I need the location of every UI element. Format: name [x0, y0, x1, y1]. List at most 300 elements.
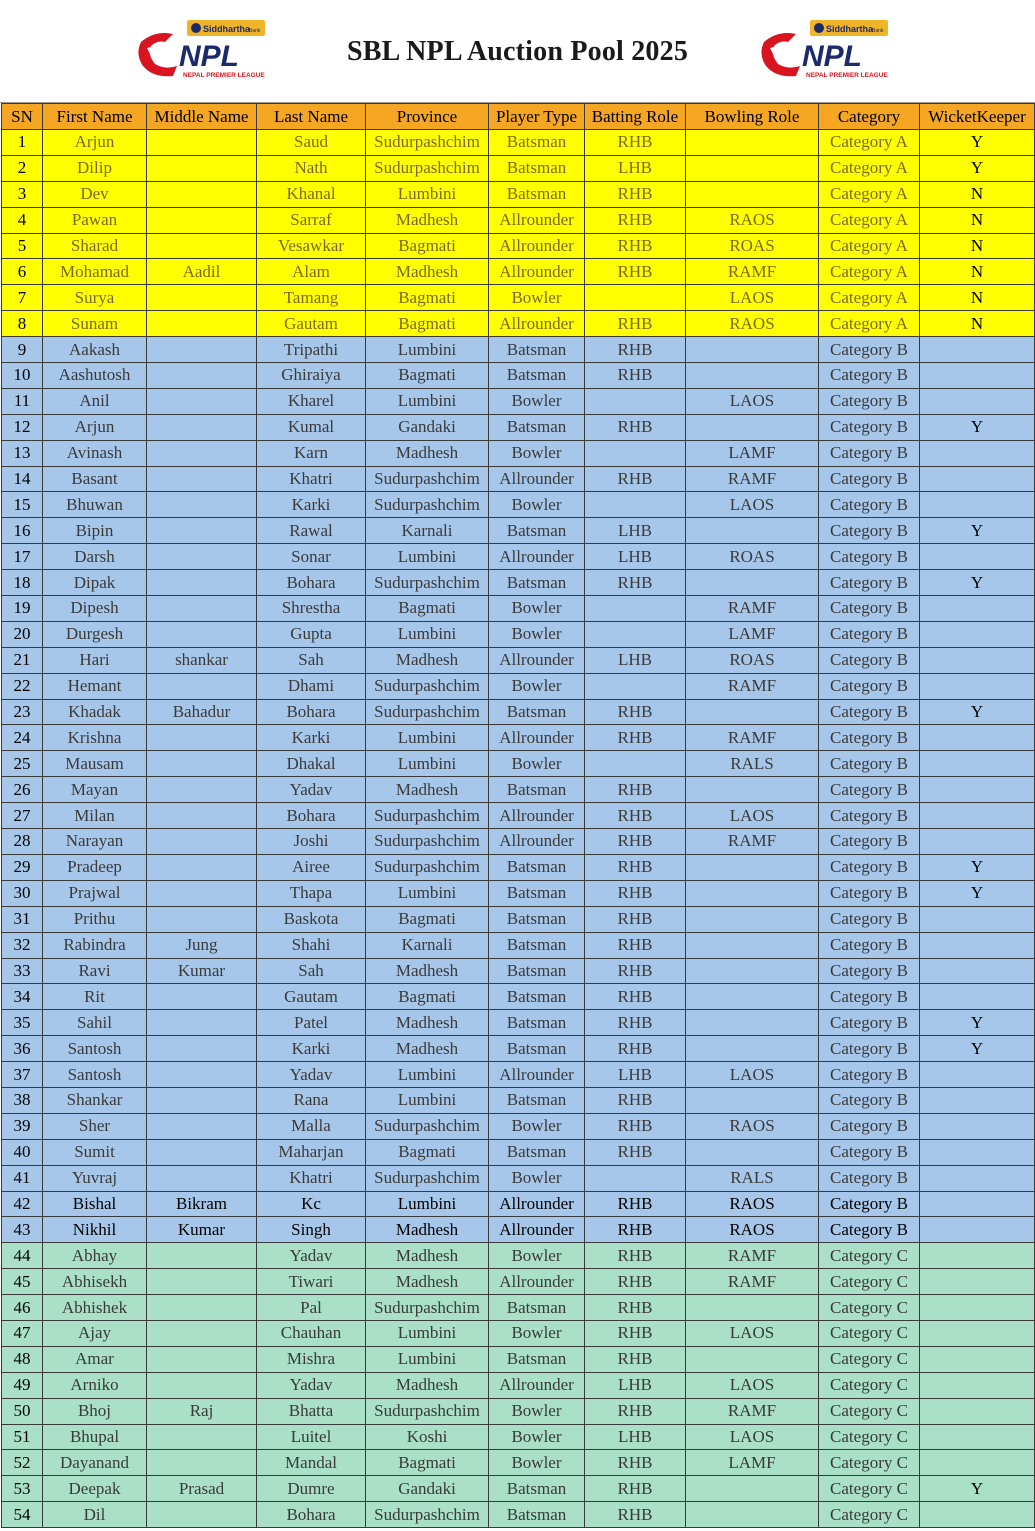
cell-player-type: Allrounder — [489, 647, 585, 673]
cell-middle-name — [147, 544, 257, 570]
cell-player-type: Bowler — [489, 440, 585, 466]
table-row — [2, 1243, 1035, 1269]
cell-last-name: Malla — [257, 1113, 366, 1139]
cell-bowling-role: ROAS — [686, 233, 819, 259]
cell-last-name: Sarraf — [257, 207, 366, 233]
cell-sn: 34 — [2, 984, 43, 1010]
cell-sn: 49 — [2, 1372, 43, 1398]
cell-first-name: Narayan — [43, 829, 147, 855]
cell-player-type: Allrounder — [489, 233, 585, 259]
cell-player-type: Bowler — [489, 492, 585, 518]
cell-last-name: Dumre — [257, 1476, 366, 1502]
cell-first-name: Abhishek — [43, 1295, 147, 1321]
cell-wicketkeeper — [920, 1191, 1035, 1217]
table-row — [2, 1372, 1035, 1398]
cell-sn: 13 — [2, 440, 43, 466]
cell-wicketkeeper — [920, 1320, 1035, 1346]
table-row — [2, 388, 1035, 414]
cell-province: Madhesh — [366, 1010, 489, 1036]
cell-first-name: Anil — [43, 388, 147, 414]
cell-last-name: Patel — [257, 1010, 366, 1036]
cell-sn: 7 — [2, 285, 43, 311]
cell-middle-name — [147, 1139, 257, 1165]
column-header-last-name: Last Name — [257, 104, 366, 130]
table-row — [2, 1269, 1035, 1295]
cell-middle-name — [147, 207, 257, 233]
cell-bowling-role: RAMF — [686, 1398, 819, 1424]
cell-bowling-role — [686, 932, 819, 958]
cell-player-type: Batsman — [489, 699, 585, 725]
cell-bowling-role: RAOS — [686, 311, 819, 337]
sponsor-name: Siddhartha — [203, 24, 251, 34]
table-row — [2, 570, 1035, 596]
cell-last-name: Bhatta — [257, 1398, 366, 1424]
cell-province: Sudurpashchim — [366, 466, 489, 492]
cell-category: Category B — [819, 932, 920, 958]
cell-category: Category B — [819, 388, 920, 414]
cell-province: Sudurpashchim — [366, 829, 489, 855]
cell-bowling-role — [686, 1010, 819, 1036]
brand-text: NPL — [179, 40, 239, 73]
cell-batting-role: RHB — [585, 1243, 686, 1269]
npl-logo-right — [758, 20, 890, 80]
cell-middle-name — [147, 906, 257, 932]
cell-middle-name: Kumar — [147, 1217, 257, 1243]
cell-province: Karnali — [366, 518, 489, 544]
cell-middle-name: shankar — [147, 647, 257, 673]
cell-wicketkeeper — [920, 544, 1035, 570]
column-header-category: Category — [819, 104, 920, 130]
cell-middle-name — [147, 181, 257, 207]
cell-middle-name — [147, 492, 257, 518]
table-row — [2, 1450, 1035, 1476]
cell-wicketkeeper — [920, 1502, 1035, 1528]
cell-player-type: Allrounder — [489, 466, 585, 492]
cell-wicketkeeper: Y — [920, 854, 1035, 880]
cell-player-type: Allrounder — [489, 1269, 585, 1295]
cell-first-name: Abhisekh — [43, 1269, 147, 1295]
cell-bowling-role: RAMF — [686, 725, 819, 751]
cell-middle-name — [147, 1372, 257, 1398]
cell-wicketkeeper: N — [920, 207, 1035, 233]
table-row — [2, 207, 1035, 233]
cell-sn: 50 — [2, 1398, 43, 1424]
cell-last-name: Rana — [257, 1087, 366, 1113]
cell-batting-role — [585, 1165, 686, 1191]
cell-last-name: Bohara — [257, 699, 366, 725]
cell-player-type: Bowler — [489, 1424, 585, 1450]
cell-batting-role: RHB — [585, 984, 686, 1010]
table-row — [2, 155, 1035, 181]
cell-last-name: Shahi — [257, 932, 366, 958]
cell-player-type: Batsman — [489, 906, 585, 932]
cell-first-name: Hemant — [43, 673, 147, 699]
cell-wicketkeeper — [920, 337, 1035, 363]
cell-player-type: Batsman — [489, 1087, 585, 1113]
cell-category: Category A — [819, 233, 920, 259]
cell-category: Category B — [819, 1062, 920, 1088]
cell-province: Sudurpashchim — [366, 1295, 489, 1321]
cell-category: Category B — [819, 1087, 920, 1113]
cell-batting-role: RHB — [585, 337, 686, 363]
table-row — [2, 1113, 1035, 1139]
cell-bowling-role — [686, 1139, 819, 1165]
cell-batting-role — [585, 751, 686, 777]
cell-first-name: Dipak — [43, 570, 147, 596]
cell-first-name: Sher — [43, 1113, 147, 1139]
cell-first-name: Dipesh — [43, 596, 147, 622]
cell-province: Karnali — [366, 932, 489, 958]
cell-province: Koshi — [366, 1424, 489, 1450]
cell-first-name: Sunam — [43, 311, 147, 337]
cell-bowling-role: RAMF — [686, 259, 819, 285]
cell-batting-role: RHB — [585, 1191, 686, 1217]
cell-middle-name — [147, 1036, 257, 1062]
cell-bowling-role — [686, 880, 819, 906]
cell-sn: 31 — [2, 906, 43, 932]
cell-player-type: Allrounder — [489, 829, 585, 855]
cell-bowling-role: LAOS — [686, 388, 819, 414]
cell-wicketkeeper — [920, 1346, 1035, 1372]
cell-bowling-role: LAOS — [686, 1372, 819, 1398]
cell-batting-role: RHB — [585, 1346, 686, 1372]
cell-first-name: Bhupal — [43, 1424, 147, 1450]
cell-bowling-role: LAMF — [686, 440, 819, 466]
cell-province: Bagmati — [366, 233, 489, 259]
cell-sn: 1 — [2, 130, 43, 156]
cell-category: Category B — [819, 1036, 920, 1062]
cell-province: Madhesh — [366, 1269, 489, 1295]
cell-player-type: Batsman — [489, 958, 585, 984]
cell-first-name: Dil — [43, 1502, 147, 1528]
cell-middle-name — [147, 311, 257, 337]
cell-middle-name: Jung — [147, 932, 257, 958]
cell-sn: 22 — [2, 673, 43, 699]
cell-last-name: Yadav — [257, 1372, 366, 1398]
cell-middle-name — [147, 984, 257, 1010]
cell-wicketkeeper: Y — [920, 1036, 1035, 1062]
cell-first-name: Aakash — [43, 337, 147, 363]
cell-middle-name — [147, 854, 257, 880]
cell-province: Sudurpashchim — [366, 1502, 489, 1528]
table-row — [2, 777, 1035, 803]
cell-wicketkeeper: N — [920, 181, 1035, 207]
cell-wicketkeeper — [920, 621, 1035, 647]
cell-category: Category A — [819, 311, 920, 337]
cell-first-name: Mohamad — [43, 259, 147, 285]
cell-bowling-role — [686, 1295, 819, 1321]
cell-province: Lumbini — [366, 1087, 489, 1113]
cell-middle-name — [147, 829, 257, 855]
table-row — [2, 673, 1035, 699]
cell-sn: 10 — [2, 363, 43, 389]
cell-category: Category B — [819, 1113, 920, 1139]
cell-player-type: Batsman — [489, 155, 585, 181]
cell-middle-name — [147, 1010, 257, 1036]
cell-first-name: Mayan — [43, 777, 147, 803]
cell-last-name: Rawal — [257, 518, 366, 544]
cell-middle-name — [147, 1243, 257, 1269]
cell-category: Category B — [819, 492, 920, 518]
cell-batting-role: RHB — [585, 880, 686, 906]
cell-sn: 19 — [2, 596, 43, 622]
cell-category: Category B — [819, 621, 920, 647]
table-row — [2, 1346, 1035, 1372]
cell-category: Category B — [819, 1010, 920, 1036]
cell-wicketkeeper — [920, 440, 1035, 466]
cell-player-type: Allrounder — [489, 311, 585, 337]
table-row — [2, 337, 1035, 363]
cell-category: Category B — [819, 647, 920, 673]
cell-middle-name — [147, 1165, 257, 1191]
cell-middle-name: Prasad — [147, 1476, 257, 1502]
table-row — [2, 803, 1035, 829]
cell-category: Category B — [819, 1191, 920, 1217]
cell-last-name: Shrestha — [257, 596, 366, 622]
cell-province: Gandaki — [366, 1476, 489, 1502]
cell-category: Category B — [819, 880, 920, 906]
cell-wicketkeeper: N — [920, 311, 1035, 337]
cell-category: Category A — [819, 259, 920, 285]
cell-last-name: Gautam — [257, 984, 366, 1010]
cell-category: Category B — [819, 363, 920, 389]
cell-first-name: Basant — [43, 466, 147, 492]
cell-province: Madhesh — [366, 777, 489, 803]
cell-player-type: Batsman — [489, 1476, 585, 1502]
cell-wicketkeeper — [920, 492, 1035, 518]
cell-category: Category B — [819, 854, 920, 880]
cell-wicketkeeper: N — [920, 233, 1035, 259]
cell-batting-role: LHB — [585, 518, 686, 544]
cell-sn: 51 — [2, 1424, 43, 1450]
cell-middle-name — [147, 803, 257, 829]
cell-sn: 9 — [2, 337, 43, 363]
cell-province: Madhesh — [366, 958, 489, 984]
cell-category: Category B — [819, 725, 920, 751]
cell-last-name: Singh — [257, 1217, 366, 1243]
cell-wicketkeeper: Y — [920, 1476, 1035, 1502]
cell-last-name: Khatri — [257, 466, 366, 492]
cell-province: Lumbini — [366, 880, 489, 906]
cell-bowling-role: RAMF — [686, 466, 819, 492]
cell-first-name: Ravi — [43, 958, 147, 984]
cell-first-name: Sahil — [43, 1010, 147, 1036]
cell-batting-role: RHB — [585, 1217, 686, 1243]
cell-sn: 26 — [2, 777, 43, 803]
cell-bowling-role: RAOS — [686, 1191, 819, 1217]
cell-player-type: Bowler — [489, 673, 585, 699]
cell-sn: 45 — [2, 1269, 43, 1295]
cell-wicketkeeper — [920, 1113, 1035, 1139]
cell-first-name: Prajwal — [43, 880, 147, 906]
cell-wicketkeeper — [920, 958, 1035, 984]
cell-player-type: Bowler — [489, 1320, 585, 1346]
cell-last-name: Luitel — [257, 1424, 366, 1450]
cell-last-name: Thapa — [257, 880, 366, 906]
cell-category: Category C — [819, 1269, 920, 1295]
cell-last-name: Dhami — [257, 673, 366, 699]
cell-last-name: Mishra — [257, 1346, 366, 1372]
cell-wicketkeeper — [920, 1243, 1035, 1269]
cell-middle-name — [147, 155, 257, 181]
cell-batting-role: RHB — [585, 1295, 686, 1321]
cell-sn: 25 — [2, 751, 43, 777]
cell-player-type: Batsman — [489, 414, 585, 440]
table-row — [2, 363, 1035, 389]
cell-player-type: Bowler — [489, 1165, 585, 1191]
cell-first-name: Amar — [43, 1346, 147, 1372]
cell-player-type: Batsman — [489, 1295, 585, 1321]
cell-last-name: Gautam — [257, 311, 366, 337]
cell-middle-name — [147, 1502, 257, 1528]
page-title: SBL NPL Auction Pool 2025 — [346, 36, 689, 67]
table-row — [2, 1295, 1035, 1321]
table-row — [2, 414, 1035, 440]
cell-batting-role — [585, 673, 686, 699]
cell-player-type: Batsman — [489, 1502, 585, 1528]
table-header-row — [2, 104, 1035, 130]
cell-category: Category B — [819, 414, 920, 440]
table-row — [2, 1062, 1035, 1088]
cell-wicketkeeper — [920, 1165, 1035, 1191]
cell-bowling-role: LAMF — [686, 621, 819, 647]
cell-last-name: Maharjan — [257, 1139, 366, 1165]
cell-sn: 37 — [2, 1062, 43, 1088]
cell-first-name: Bhuwan — [43, 492, 147, 518]
table-row — [2, 259, 1035, 285]
cell-first-name: Milan — [43, 803, 147, 829]
cell-bowling-role — [686, 984, 819, 1010]
cell-province: Madhesh — [366, 1243, 489, 1269]
cell-batting-role: RHB — [585, 1450, 686, 1476]
cell-province: Lumbini — [366, 181, 489, 207]
page-header — [0, 0, 1035, 103]
cell-first-name: Santosh — [43, 1062, 147, 1088]
cell-player-type: Allrounder — [489, 1062, 585, 1088]
cell-first-name: Darsh — [43, 544, 147, 570]
cell-batting-role: RHB — [585, 233, 686, 259]
cell-first-name: Aashutosh — [43, 363, 147, 389]
cell-wicketkeeper: N — [920, 259, 1035, 285]
cell-last-name: Yadav — [257, 1243, 366, 1269]
cell-bowling-role: ROAS — [686, 544, 819, 570]
cell-middle-name — [147, 1320, 257, 1346]
cell-batting-role — [585, 440, 686, 466]
cell-bowling-role — [686, 958, 819, 984]
cell-category: Category B — [819, 751, 920, 777]
cell-sn: 2 — [2, 155, 43, 181]
table-row — [2, 725, 1035, 751]
cell-batting-role: RHB — [585, 1113, 686, 1139]
cell-sn: 43 — [2, 1217, 43, 1243]
cell-sn: 18 — [2, 570, 43, 596]
cell-player-type: Bowler — [489, 285, 585, 311]
table-row — [2, 1398, 1035, 1424]
cell-bowling-role: RALS — [686, 751, 819, 777]
cell-player-type: Bowler — [489, 596, 585, 622]
cell-category: Category C — [819, 1398, 920, 1424]
cell-middle-name — [147, 777, 257, 803]
cell-middle-name — [147, 673, 257, 699]
cell-player-type: Bowler — [489, 1113, 585, 1139]
cell-middle-name — [147, 596, 257, 622]
table-row — [2, 1502, 1035, 1528]
cell-wicketkeeper — [920, 777, 1035, 803]
cell-first-name: Bishal — [43, 1191, 147, 1217]
cell-player-type: Batsman — [489, 1346, 585, 1372]
cell-last-name: Tiwari — [257, 1269, 366, 1295]
cell-wicketkeeper — [920, 932, 1035, 958]
table-row — [2, 233, 1035, 259]
table-row — [2, 544, 1035, 570]
cell-batting-role: RHB — [585, 414, 686, 440]
cell-bowling-role: LAOS — [686, 492, 819, 518]
cell-batting-role: RHB — [585, 932, 686, 958]
sponsor-small: Bank — [872, 28, 884, 34]
cell-sn: 5 — [2, 233, 43, 259]
table-row — [2, 880, 1035, 906]
cell-last-name: Bohara — [257, 570, 366, 596]
cell-batting-role: RHB — [585, 207, 686, 233]
cell-wicketkeeper — [920, 1217, 1035, 1243]
cell-province: Sudurpashchim — [366, 1113, 489, 1139]
cell-category: Category C — [819, 1424, 920, 1450]
cell-last-name: Vesawkar — [257, 233, 366, 259]
cell-middle-name — [147, 1062, 257, 1088]
cell-bowling-role — [686, 1036, 819, 1062]
cell-bowling-role — [686, 1476, 819, 1502]
cell-first-name: Mausam — [43, 751, 147, 777]
cell-last-name: Khanal — [257, 181, 366, 207]
cell-first-name: Dayanand — [43, 1450, 147, 1476]
cell-player-type: Allrounder — [489, 544, 585, 570]
cell-category: Category C — [819, 1243, 920, 1269]
cell-bowling-role: LAOS — [686, 803, 819, 829]
cell-middle-name — [147, 1450, 257, 1476]
cell-bowling-role — [686, 414, 819, 440]
cell-province: Madhesh — [366, 207, 489, 233]
cell-player-type: Batsman — [489, 181, 585, 207]
cell-batting-role: LHB — [585, 155, 686, 181]
cell-province: Lumbini — [366, 1346, 489, 1372]
column-header-bowling-role: Bowling Role — [686, 104, 819, 130]
cell-wicketkeeper — [920, 673, 1035, 699]
cell-batting-role: RHB — [585, 777, 686, 803]
cell-first-name: Arniko — [43, 1372, 147, 1398]
cell-last-name: Gupta — [257, 621, 366, 647]
cell-player-type: Batsman — [489, 880, 585, 906]
cell-middle-name — [147, 1269, 257, 1295]
table-row — [2, 311, 1035, 337]
cell-middle-name — [147, 1295, 257, 1321]
cell-category: Category B — [819, 906, 920, 932]
cell-sn: 38 — [2, 1087, 43, 1113]
cell-batting-role: RHB — [585, 906, 686, 932]
cell-province: Bagmati — [366, 363, 489, 389]
cell-wicketkeeper — [920, 1087, 1035, 1113]
cell-sn: 14 — [2, 466, 43, 492]
cell-category: Category A — [819, 207, 920, 233]
table-row — [2, 1476, 1035, 1502]
cell-first-name: Avinash — [43, 440, 147, 466]
brand-tagline: NEPAL PREMIER LEAGUE — [183, 72, 265, 79]
cell-category: Category B — [819, 596, 920, 622]
cell-last-name: Ghiraiya — [257, 363, 366, 389]
cell-wicketkeeper: Y — [920, 1010, 1035, 1036]
cell-province: Lumbini — [366, 337, 489, 363]
cell-first-name: Durgesh — [43, 621, 147, 647]
cell-bowling-role — [686, 518, 819, 544]
